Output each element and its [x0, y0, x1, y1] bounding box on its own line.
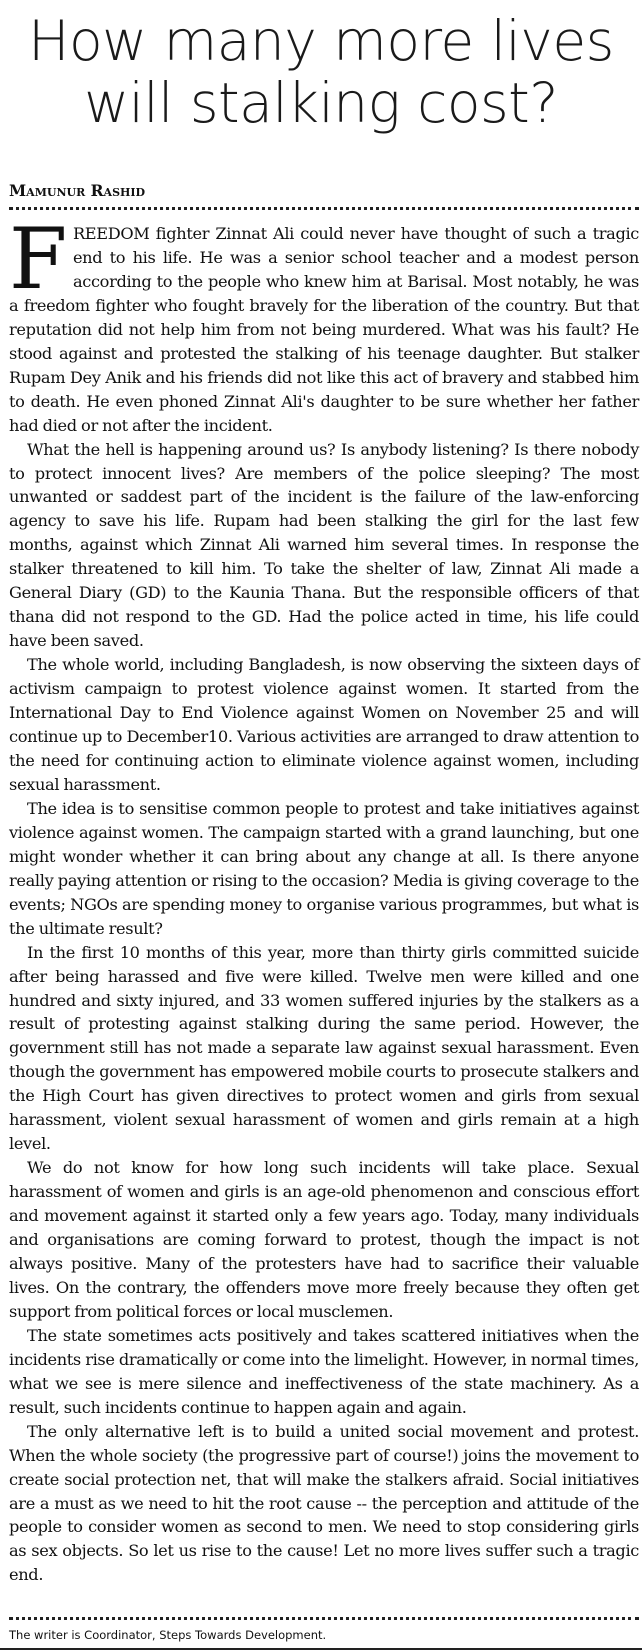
bottom-rule — [0, 1648, 642, 1650]
dotted-divider-bottom — [9, 1617, 639, 1620]
headline-line-1: How many more lives — [28, 9, 614, 73]
paragraph-8: The only alternative left is to build a united social movement and protest. When the whole society (the progressive part of course!) joins the movement to create social protection net, that will make the stalkers afraid. Social initiatives are a must as we need to hit the root cause -- the perception and attitude of the people to consider women as second to men. We need to stop considering girls as sex objects. So let us rise to the cause! Let no more lives suffer such a tragic end. — [9, 1421, 639, 1585]
author-footnote: The writer is Coordinator, Steps Towards Development. — [9, 1628, 327, 1642]
byline: Mamunur Rashid — [9, 181, 146, 200]
paragraph-text: REEDOM fighter Zinnat Ali could never have thought of such a tragic end to his life. He was a senior school teacher and a modest person according to the people who knew him at Barisal. Most notably, he was a freedom fighter who fought bravely for the liberation of the country. But that reputation did not help him from not being murdered. What was his fault? He stood against and protested the stalking of his teenage daughter. But stalker Rupam Dey Anik and his friends did not like this act of bravery and stabbed him to death. He even phoned Zinnat Ali's daughter to be sure whether her father had died or not after the incident. — [9, 224, 639, 435]
paragraph-6: We do not know for how long such incidents will take place. Sexual harassment of women and girls is an age-old phenomenon and conscious effort and movement against it started only a few years ago. Today, many individuals and organisations are coming forward to protest, though the impact is not always positive. Many of the protesters have had to sacrifice their valuable lives. On the contrary, the offenders move more freely because they often get support from political forces or local musclemen. — [9, 1158, 639, 1321]
drop-cap: F — [9, 210, 67, 308]
paragraph-1 — [9, 210, 639, 438]
paragraph-7: The state sometimes acts positively and takes scattered initiatives when the incidents rise dramatically or come into the limelight. However, in normal times, what we see is mere silence and ineffectiveness of the state machinery. As a result, such incidents continue to happen again and again. — [9, 1325, 639, 1417]
paragraph-2: What the hell is happening around us? Is anybody listening? Is there nobody to protect innocent lives? Are members of the police sleeping? The most unwanted or saddest part of the incident is the failure of the law-enforcing agency to save his life. Rupam had been stalking the girl for the last few months, against which Zinnat Ali warned him several times. In response the stalker threatened to kill him. To take the shelter of law, Zinnat Ali made a General Diary (GD) to the Kaunia Thana. But the responsible officers of that thana did not respond to the GD. Had the police acted in time, his life could have been saved. — [9, 439, 639, 651]
headline-line-2: will stalking cost? — [84, 71, 558, 135]
article-body — [9, 210, 639, 1587]
paragraph-3: The whole world, including Bangladesh, is now observing the sixteen days of activism campaign to protest violence against women. It started from the International Day to End Violence against Women on November 25 and will continue up to December10. Various activities are arranged to draw attention to the need for continuing action to eliminate violence against women, including sexual harassment. — [9, 655, 639, 794]
dotted-divider-top — [9, 207, 639, 210]
headline — [0, 0, 642, 134]
paragraph-4: The idea is to sensitise common people to protest and take initiatives against violence against women. The campaign started with a grand launching, but one might wonder whether it can bring about any change at all. Is there anyone really paying attention or rising to the occasion? Media is giving coverage to the events; NGOs are spending money to organise various programmes, but what is the ultimate result? — [9, 798, 639, 938]
paragraph-5: In the first 10 months of this year, more than thirty girls committed suicide after being harassed and five were killed. Twelve men were killed and one hundred and sixty injured, and 33 women suffered injuries by the stalkers as a result of protesting against stalking during the same period. However, the government still has not made a separate law against sexual harassment. Even though the government has empowered mobile courts to prosecute stalkers and the High Court has given directives to protect women and girls from sexual harassment, violent sexual harassment of women and girls remain at a high level. — [9, 942, 639, 1154]
